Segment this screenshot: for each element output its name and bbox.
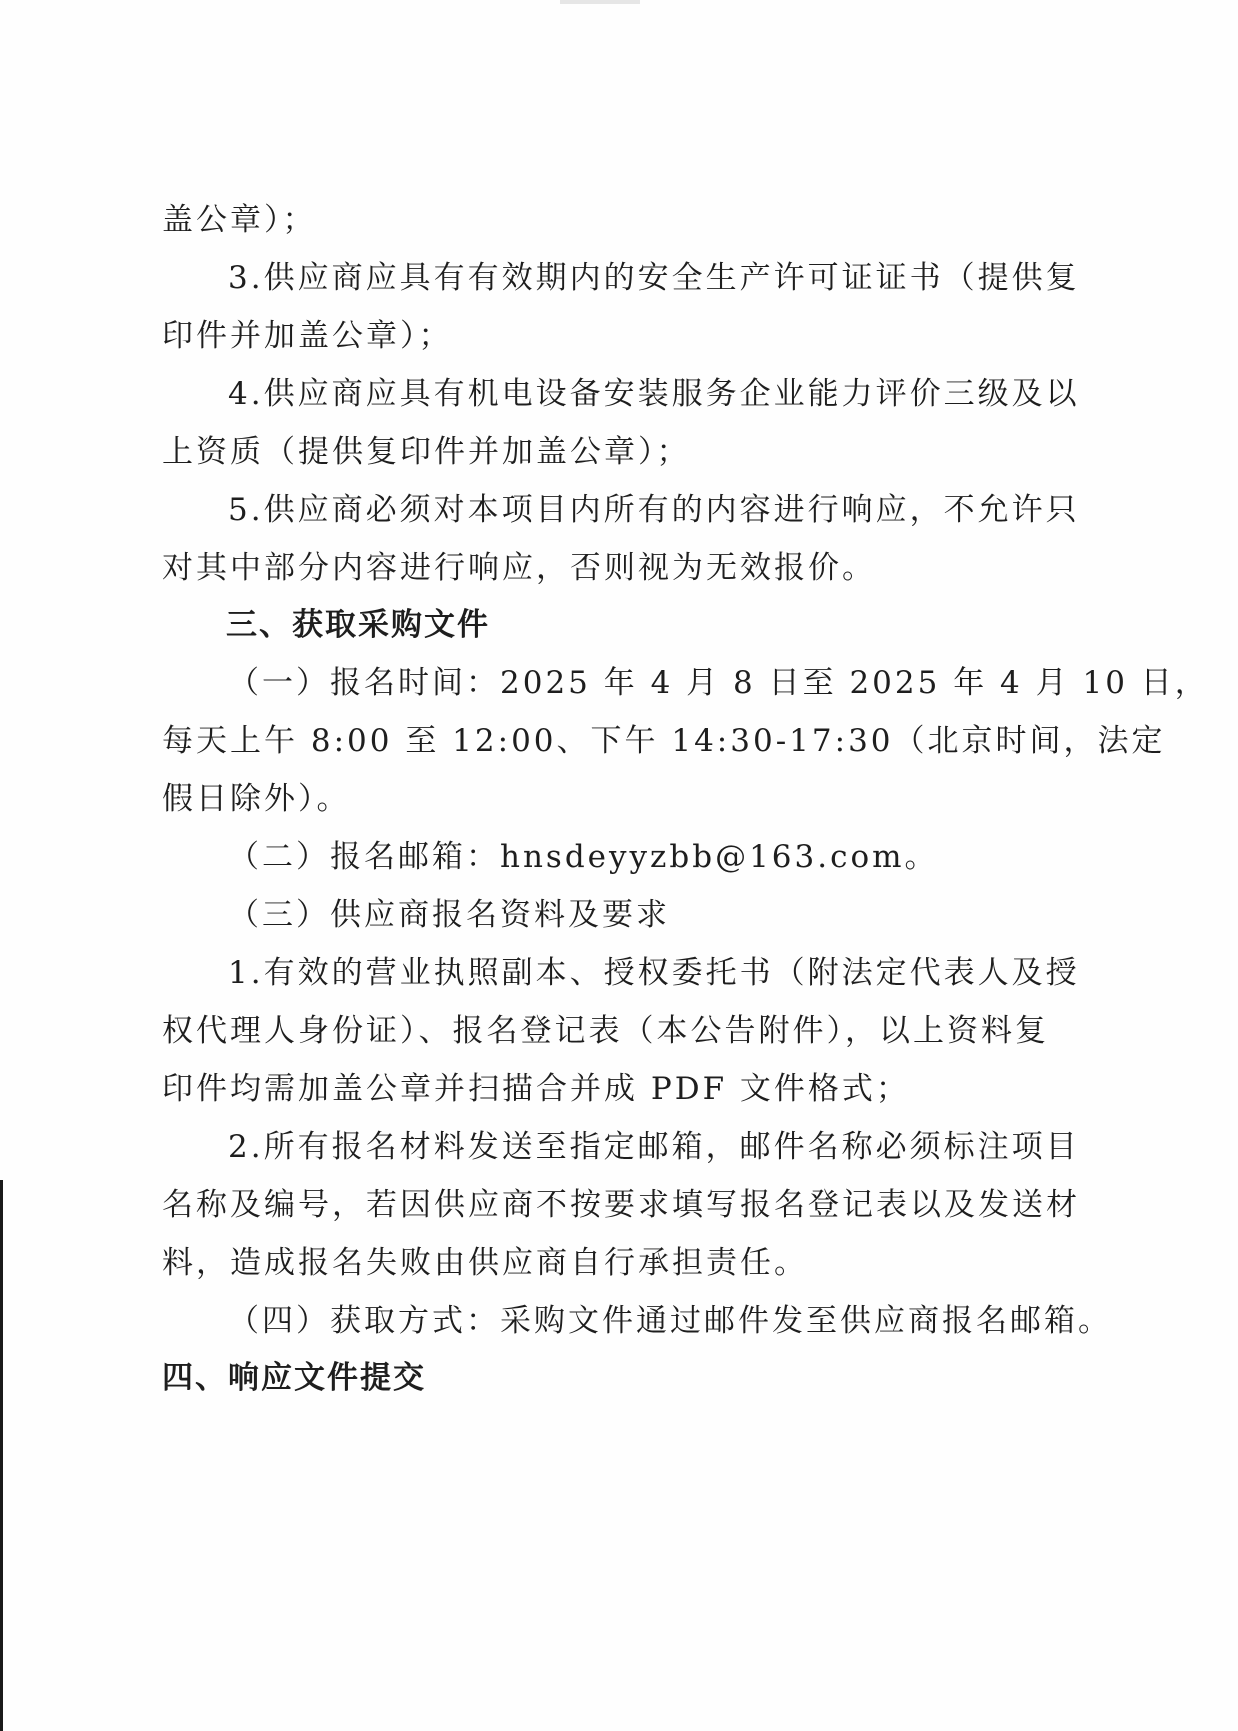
text-line: 假日除外）。 (162, 781, 351, 817)
text-line: 料，造成报名失败由供应商自行承担责任。 (162, 1245, 808, 1281)
text-line: （四）获取方式：采购文件通过邮件发至供应商报名邮箱。 (228, 1303, 1112, 1339)
text-line: （三）供应商报名资料及要求 (228, 897, 670, 933)
text-line: 4.供应商应具有机电设备安装服务企业能力评价三级及以 (228, 376, 1080, 412)
text-line: 盖公章）； (162, 202, 317, 238)
text-line: 印件均需加盖公章并扫描合并成 PDF 文件格式； (162, 1071, 910, 1107)
text-line: 权代理人身份证）、报名登记表（本公告附件），以上资料复 (162, 1013, 1049, 1049)
section-heading: 三、获取采购文件 (226, 607, 490, 643)
scan-artifact (560, 0, 640, 4)
text-line: （二）报名邮箱：hnsdeyyzbb@163.com。 (228, 839, 939, 875)
text-line: 印件并加盖公章）； (162, 318, 453, 354)
text-line: 2.所有报名材料发送至指定邮箱，邮件名称必须标注项目 (228, 1129, 1080, 1165)
text-line: 上资质（提供复印件并加盖公章）； (162, 434, 691, 470)
text-line: 1.有效的营业执照副本、授权委托书（附法定代表人及授 (228, 955, 1080, 991)
section-heading: 四、响应文件提交 (162, 1360, 426, 1396)
text-line: 对其中部分内容进行响应，否则视为无效报价。 (162, 550, 876, 586)
text-line: 名称及编号，若因供应商不按要求填写报名登记表以及发送材 (162, 1187, 1080, 1223)
text-line: 5.供应商必须对本项目内所有的内容进行响应，不允许只 (228, 492, 1080, 528)
text-line: 3.供应商应具有有效期内的安全生产许可证证书（提供复 (228, 260, 1080, 296)
scan-edge (0, 1180, 3, 1731)
text-line: 每天上午 8:00 至 12:00、下午 14:30-17:30（北京时间，法定 (162, 723, 1166, 759)
text-line: （一）报名时间：2025 年 4 月 8 日至 2025 年 4 月 10 日， (228, 665, 1209, 701)
